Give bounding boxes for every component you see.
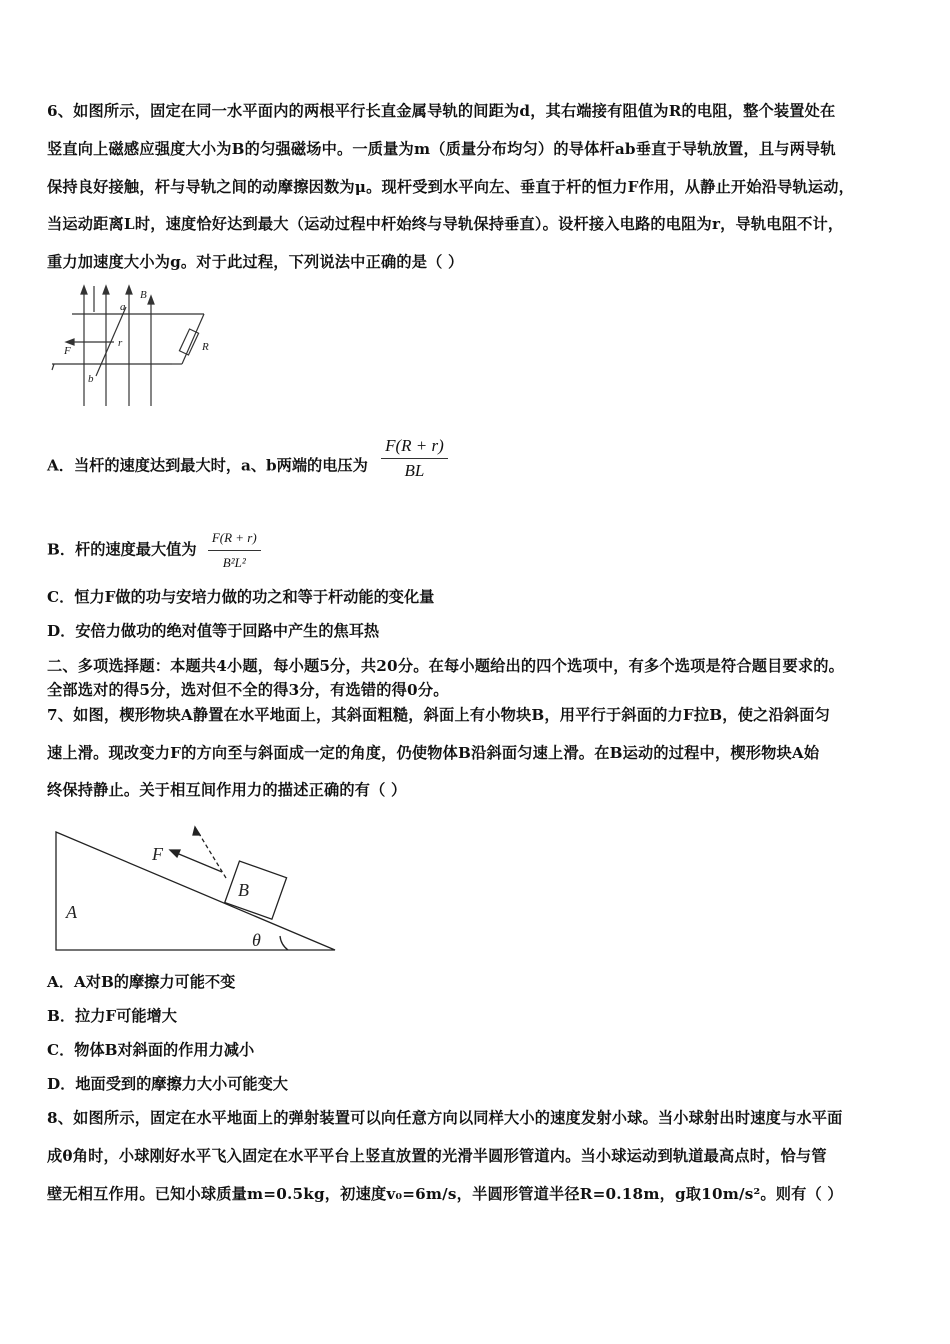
q6-option-b xyxy=(47,528,261,573)
q6-option-a-fraction xyxy=(381,436,448,481)
q8-line-2: 成θ角时，小球刚好水平飞入固定在水平平台上竖直放置的光滑半圆形管道内。当小球运动到轨道最高点时，恰与管 xyxy=(47,1147,827,1165)
label-A: A xyxy=(66,902,77,922)
q7-option-d: D．地面受到的摩擦力大小可能变大 xyxy=(47,1075,288,1093)
section2-line-2: 全部选对的得5分，选对但不全的得3分，有选错的得0分。 xyxy=(47,681,449,699)
q6-line-2: 竖直向上磁感应强度大小为B的匀强磁场中。一质量为m（质量分布均匀）的导体杆ab垂直于导轨放置，且与两导轨 xyxy=(47,140,836,158)
q6-line-1: 6、如图所示，固定在同一水平面内的两根平行长直金属导轨的间距为d，其右端接有阻值为R的电阻，整个装置处在 xyxy=(47,102,836,120)
q6-option-a xyxy=(47,436,448,489)
q7-option-c: C．物体B对斜面的作用力减小 xyxy=(47,1041,255,1059)
q6-option-b-denominator: B²L² xyxy=(222,555,246,570)
q6-option-a-denominator: BL xyxy=(404,461,425,480)
label-F: F xyxy=(64,345,71,357)
q6-option-c: C．恒力F做的功与安培力做的功之和等于杆动能的变化量 xyxy=(47,588,435,606)
label-b: b xyxy=(88,373,94,385)
q7-option-b: B．拉力F可能增大 xyxy=(47,1007,177,1025)
q8-line-1: 8、如图所示，固定在水平地面上的弹射装置可以向任意方向以同样大小的速度发射小球。当小球射出时速度与水平面 xyxy=(47,1109,843,1127)
q7-option-a: A．A对B的摩擦力可能不变 xyxy=(47,973,236,991)
q6-line-5: 重力加速度大小为g。对于此过程，下列说法中正确的是（ ） xyxy=(47,253,464,271)
q6-option-b-numerator: F(R + r) xyxy=(208,528,261,551)
label-r: r xyxy=(118,337,123,349)
q8-line-3: 壁无相互作用。已知小球质量m=0.5kg，初速度v₀=6m/s，半圆形管道半径R=0.18m，g取10m/s²。则有（ ） xyxy=(47,1185,843,1203)
q7-line-1: 7、如图，楔形物块A静置在水平地面上，其斜面粗糙，斜面上有小物块B，用平行于斜面的力F拉B，使之沿斜面匀 xyxy=(47,706,831,724)
q7-wedge-figure xyxy=(50,820,345,960)
label-theta: θ xyxy=(252,930,261,950)
q7-line-2: 速上滑。现改变力F的方向至与斜面成一定的角度，仍使物体B沿斜面匀速上滑。在B运动的过程中，楔形物块A始 xyxy=(47,744,820,762)
q6-line-4: 当运动距离L时，速度恰好达到最大（运动过程中杆始终与导轨保持垂直）。设杆接入电路的电阻为r，导轨电阻不计， xyxy=(47,215,844,233)
label-B: B xyxy=(140,289,147,301)
q6-option-d: D．安倍力做功的绝对值等于回路中产生的焦耳热 xyxy=(47,622,380,640)
q6-option-a-text: A．当杆的速度达到最大时，a、b两端的电压为 xyxy=(47,456,368,475)
q7-line-3: 终保持静止。关于相互间作用力的描述正确的有（ ） xyxy=(47,781,407,799)
q6-rail-figure xyxy=(44,282,234,412)
q6-option-b-fraction xyxy=(208,528,261,573)
label-B: B xyxy=(238,880,249,900)
section2-line-1: 二、多项选择题：本题共4小题，每小题5分，共20分。在每小题给出的四个选项中，有多个选项是符合题目要求的。 xyxy=(47,657,845,675)
q6-option-b-text: B．杆的速度最大值为 xyxy=(47,540,197,559)
label-a: a xyxy=(120,301,126,313)
q6-option-a-numerator: F(R + r) xyxy=(381,436,448,459)
label-R: R xyxy=(202,341,209,353)
label-F: F xyxy=(152,844,163,864)
q6-line-3: 保持良好接触，杆与导轨之间的动摩擦因数为μ。现杆受到水平向左、垂直于杆的恒力F作用，从静止开始沿导轨运动， xyxy=(47,178,855,196)
